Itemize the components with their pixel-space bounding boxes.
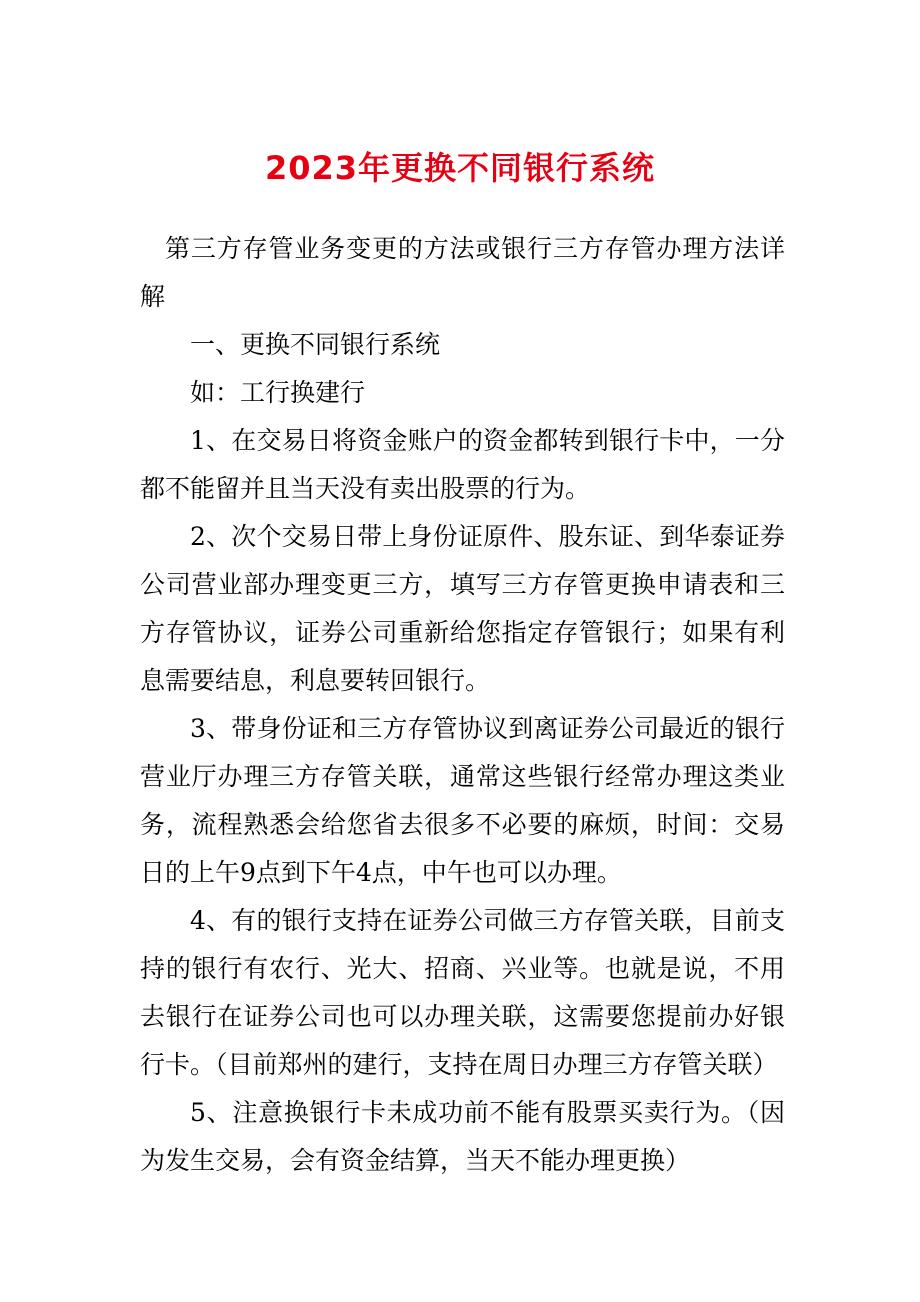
document-body: [140, 225, 785, 1185]
paragraph-step-4: 4、有的银行支持在证券公司做三方存管关联，目前支持的银行有农行、光大、招商、兴业等。也就是说，不用去银行在证券公司也可以办理关联，这需要您提前办好银行卡。（目前郑州的建行，支持在周日办理三方存管关联）: [140, 906, 785, 1079]
paragraph-intro: 第三方存管业务变更的方法或银行三方存管办理方法详解: [140, 234, 785, 311]
paragraph-section-heading: 一、更换不同银行系统: [190, 330, 441, 359]
paragraph-step-1: 1、在交易日将资金账户的资金都转到银行卡中，一分都不能留并且当天没有卖出股票的行为。: [140, 426, 785, 503]
paragraph-step-3: 3、带身份证和三方存管协议到离证券公司最近的银行营业厅办理三方存管关联，通常这些银行经常办理这类业务，流程熟悉会给您省去很多不必要的麻烦，时间：交易日的上午9点到下午4点，中午也可以办理。: [140, 714, 785, 887]
paragraph-example: 如：工行换建行: [190, 378, 366, 407]
document-title: 2023年更换不同银行系统: [264, 149, 656, 187]
paragraph-step-5: 5、注意换银行卡未成功前不能有股票买卖行为。（因为发生交易，会有资金结算，当天不能办理更换）: [140, 1098, 785, 1175]
paragraph-step-2: 2、次个交易日带上身份证原件、股东证、到华泰证券公司营业部办理变更三方，填写三方存管更换申请表和三方存管协议，证券公司重新给您指定存管银行；如果有利息需要结息，利息要转回银行。: [140, 522, 785, 695]
